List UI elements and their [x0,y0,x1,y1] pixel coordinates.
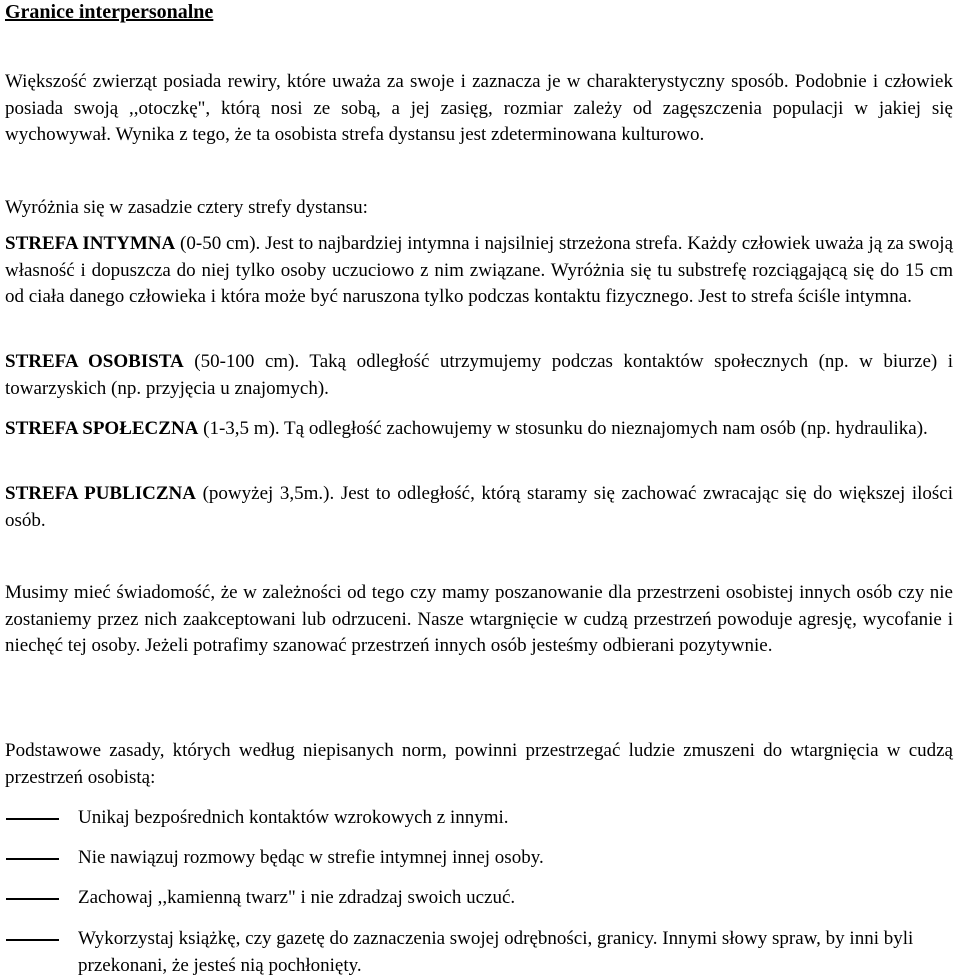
rule-text: Wykorzystaj książkę, czy gazetę do zaznaczenia swojej odrębności, granicy. Innymi słowy spraw, by inni byli przekonani, że jesteś nią pochłonięty. [78,928,914,976]
rule-text: Nie nawiązuj rozmowy będąc w strefie intymnej innej osoby. [78,847,544,868]
zone-social-paragraph [5,416,953,443]
rule-text: Unikaj bezpośrednich kontaktów wzrokowych z innymi. [78,807,509,828]
zone-personal-text: (50-100 cm). Taką odległość utrzymujemy podczas kontaktów społecznych (np. w biurze) i towarzyskich (np. przyjęcia u znajomych). [5,351,953,399]
zone-public-name: STREFA PUBLICZNA [5,483,196,504]
dash-bullet-icon [6,939,59,941]
zone-public-text: (powyżej 3,5m.). Jest to odległość, którą staramy się zachować zwracając się do większej ilości osób. [5,483,953,531]
zone-personal-name: STREFA OSOBISTA [5,351,184,372]
zone-public-paragraph [5,481,953,534]
zone-personal-paragraph [5,349,953,402]
document-title: Granice interpersonalne [5,1,214,23]
zone-intimate-name: STREFA INTYMNA [5,233,176,254]
intro-paragraph: Większość zwierząt posiada rewiry, które uważa za swoje i zaznacza je w charakterystyczny sposób. Podobnie i człowiek posiada swoją ,,otoczkę", którą nosi ze sobą, a jej zasięg, rozmiar zależy od zagęszczenia populacji w jakiej się wychowywał. Wynika z tego, że ta osobista strefa dystansu jest zdeterminowana kulturowo. [5,71,953,145]
dash-bullet-icon [6,818,59,820]
zone-intimate-paragraph [5,231,953,311]
dash-bullet-icon [6,898,59,900]
rules-intro: Podstawowe zasady, których według niepisanych norm, powinni przestrzegać ludzie zmuszeni do wtargnięcia w cudzą przestrzeń osobistą: [5,740,953,788]
zone-social-name: STREFA SPOŁECZNA [5,418,199,439]
dash-bullet-icon [6,858,59,860]
zone-intimate-text: (0-50 cm). Jest to najbardziej intymna i najsilniej strzeżona strefa. Każdy człowiek uważa ją za swoją własność i dopuszcza do niej tylko osoby uczuciowo z nim związane. Wyróżnia się tu substrefę rozciągającą się do 15 cm od ciała danego człowieka i która może być naruszona tylko podczas kontaktu fizycznego. Jest to strefa ściśle intymna. [5,233,953,307]
awareness-paragraph: Musimy mieć świadomość, że w zależności od tego czy mamy poszanowanie dla przestrzeni osobistej innych osób czy nie zostaniemy przez nich zaakceptowani lub odrzuceni. Nasze wtargnięcie w cudzą przestrzeń powoduje agresję, wycofanie i niechęć tej osoby. Jeżeli potrafimy szanować przestrzeń innych osób jesteśmy odbierani pozytywnie. [5,582,953,656]
zone-social-text: (1-3,5 m). Tą odległość zachowujemy w stosunku do nieznajomych nam osób (np. hydraulika). [198,418,928,439]
zones-intro: Wyróżnia się w zasadzie cztery strefy dystansu: [5,197,368,218]
rule-text: Zachowaj ,,kamienną twarz" i nie zdradzaj swoich uczuć. [78,887,516,908]
